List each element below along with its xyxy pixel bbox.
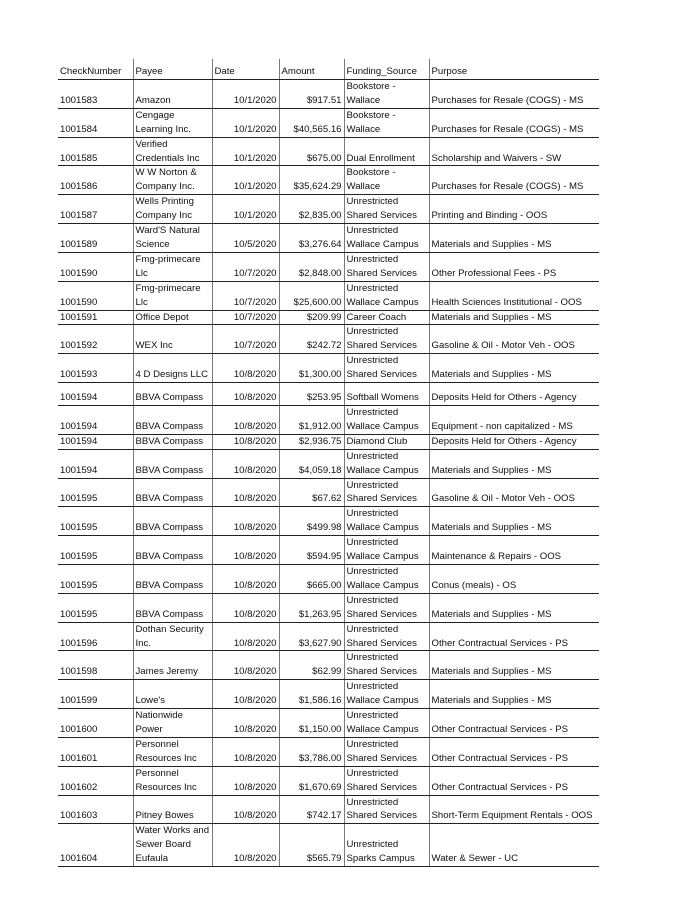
- cell-date: 10/5/2020: [212, 224, 279, 253]
- cell-amount: $665.00: [279, 565, 344, 594]
- cell-date: 10/7/2020: [212, 310, 279, 325]
- cell-funding-source: Diamond Club: [344, 434, 429, 449]
- cell-date: 10/1/2020: [212, 195, 279, 224]
- cell-purpose: Materials and Supplies - MS: [429, 680, 599, 709]
- cell-funding-source: Career Coach: [344, 310, 429, 325]
- cell-checknumber: 1001586: [58, 166, 133, 195]
- cell-purpose: Deposits Held for Others - Agency: [429, 434, 599, 449]
- table-row: [58, 593, 599, 622]
- cell-amount: $3,627.90: [279, 622, 344, 651]
- cell-payee: Fmg-primecare Llc: [133, 281, 212, 310]
- cell-purpose: Maintenance & Repairs - OOS: [429, 536, 599, 565]
- table-row: [58, 108, 599, 137]
- header-purpose: Purpose: [429, 59, 599, 80]
- cell-amount: $1,586.16: [279, 680, 344, 709]
- cell-payee: Lowe's: [133, 680, 212, 709]
- cell-date: 10/8/2020: [212, 406, 279, 435]
- cell-amount: $2,936.75: [279, 434, 344, 449]
- check-register-table: [58, 59, 599, 867]
- cell-checknumber: 1001594: [58, 434, 133, 449]
- cell-amount: $917.51: [279, 80, 344, 109]
- cell-checknumber: 1001596: [58, 622, 133, 651]
- cell-payee: Nationwide Power: [133, 709, 212, 738]
- cell-funding-source: Unrestricted Shared Services: [344, 593, 429, 622]
- cell-funding-source: Unrestricted Shared Services: [344, 766, 429, 795]
- table-row: [58, 651, 599, 680]
- cell-purpose: Gasoline & Oil - Motor Veh - OOS: [429, 478, 599, 507]
- cell-checknumber: 1001601: [58, 737, 133, 766]
- table-row: [58, 224, 599, 253]
- table-row: [58, 766, 599, 795]
- table-row: [58, 434, 599, 449]
- cell-checknumber: 1001594: [58, 406, 133, 435]
- table-row: [58, 478, 599, 507]
- cell-date: 10/8/2020: [212, 434, 279, 449]
- cell-checknumber: 1001584: [58, 108, 133, 137]
- cell-payee: Personnel Resources Inc: [133, 737, 212, 766]
- cell-purpose: Other Contractual Services - PS: [429, 766, 599, 795]
- cell-purpose: Other Contractual Services - PS: [429, 709, 599, 738]
- table-row: [58, 166, 599, 195]
- cell-amount: $62.99: [279, 651, 344, 680]
- cell-payee: Verified Credentials Inc: [133, 137, 212, 166]
- cell-funding-source: Unrestricted Wallace Campus: [344, 406, 429, 435]
- cell-purpose: Purchases for Resale (COGS) - MS: [429, 80, 599, 109]
- cell-funding-source: Unrestricted Shared Services: [344, 354, 429, 383]
- cell-purpose: Gasoline & Oil - Motor Veh - OOS: [429, 325, 599, 354]
- cell-date: 10/1/2020: [212, 80, 279, 109]
- cell-checknumber: 1001604: [58, 824, 133, 867]
- cell-date: 10/8/2020: [212, 737, 279, 766]
- cell-purpose: Materials and Supplies - MS: [429, 354, 599, 383]
- table-row: [58, 406, 599, 435]
- cell-amount: $1,912.00: [279, 406, 344, 435]
- table-row: [58, 709, 599, 738]
- cell-funding-source: Unrestricted Wallace Campus: [344, 680, 429, 709]
- cell-amount: $3,276.64: [279, 224, 344, 253]
- cell-amount: $742.17: [279, 795, 344, 824]
- cell-payee: BBVA Compass: [133, 449, 212, 478]
- table-row: [58, 310, 599, 325]
- cell-funding-source: Unrestricted Wallace Campus: [344, 565, 429, 594]
- cell-checknumber: 1001594: [58, 383, 133, 406]
- table-row: [58, 565, 599, 594]
- table-row: [58, 449, 599, 478]
- cell-funding-source: Unrestricted Wallace Campus: [344, 281, 429, 310]
- cell-payee: BBVA Compass: [133, 565, 212, 594]
- cell-payee: BBVA Compass: [133, 593, 212, 622]
- cell-funding-source: Unrestricted Shared Services: [344, 651, 429, 680]
- cell-payee: Water Works and Sewer Board Eufaula: [133, 824, 212, 867]
- cell-amount: $1,300.00: [279, 354, 344, 383]
- cell-amount: $1,670.69: [279, 766, 344, 795]
- cell-purpose: Materials and Supplies - MS: [429, 507, 599, 536]
- cell-purpose: Purchases for Resale (COGS) - MS: [429, 108, 599, 137]
- cell-purpose: Deposits Held for Others - Agency: [429, 383, 599, 406]
- cell-date: 10/8/2020: [212, 354, 279, 383]
- cell-purpose: Other Professional Fees - PS: [429, 252, 599, 281]
- cell-payee: Ward'S Natural Science: [133, 224, 212, 253]
- cell-funding-source: Bookstore - Wallace: [344, 108, 429, 137]
- cell-purpose: Materials and Supplies - MS: [429, 651, 599, 680]
- cell-funding-source: Unrestricted Wallace Campus: [344, 507, 429, 536]
- cell-purpose: Printing and Binding - OOS: [429, 195, 599, 224]
- cell-payee: BBVA Compass: [133, 507, 212, 536]
- cell-funding-source: Bookstore - Wallace: [344, 80, 429, 109]
- cell-purpose: Other Contractual Services - PS: [429, 622, 599, 651]
- table-row: [58, 325, 599, 354]
- cell-funding-source: Unrestricted Wallace Campus: [344, 224, 429, 253]
- table-row: [58, 737, 599, 766]
- cell-date: 10/8/2020: [212, 795, 279, 824]
- cell-checknumber: 1001592: [58, 325, 133, 354]
- cell-payee: James Jeremy: [133, 651, 212, 680]
- cell-checknumber: 1001602: [58, 766, 133, 795]
- cell-funding-source: Dual Enrollment: [344, 137, 429, 166]
- cell-date: 10/1/2020: [212, 166, 279, 195]
- cell-funding-source: Unrestricted Shared Services: [344, 737, 429, 766]
- cell-funding-source: Unrestricted Shared Services: [344, 478, 429, 507]
- cell-funding-source: Unrestricted Shared Services: [344, 325, 429, 354]
- cell-purpose: Materials and Supplies - MS: [429, 310, 599, 325]
- cell-amount: $253.95: [279, 383, 344, 406]
- cell-amount: $242.72: [279, 325, 344, 354]
- cell-date: 10/7/2020: [212, 325, 279, 354]
- cell-amount: $499.98: [279, 507, 344, 536]
- cell-amount: $209.99: [279, 310, 344, 325]
- cell-funding-source: Unrestricted Wallace Campus: [344, 536, 429, 565]
- cell-purpose: Equipment - non capitalized - MS: [429, 406, 599, 435]
- cell-payee: Wells Printing Company Inc: [133, 195, 212, 224]
- cell-funding-source: Unrestricted Shared Services: [344, 252, 429, 281]
- cell-payee: Dothan Security Inc.: [133, 622, 212, 651]
- table-row: [58, 795, 599, 824]
- cell-checknumber: 1001600: [58, 709, 133, 738]
- header-payee: Payee: [133, 59, 212, 80]
- cell-checknumber: 1001585: [58, 137, 133, 166]
- header-row: [58, 59, 599, 80]
- check-register-table-wrapper: [58, 59, 599, 867]
- table-row: [58, 80, 599, 109]
- cell-purpose: Water & Sewer - UC: [429, 824, 599, 867]
- cell-date: 10/8/2020: [212, 593, 279, 622]
- cell-payee: Personnel Resources Inc: [133, 766, 212, 795]
- cell-checknumber: 1001598: [58, 651, 133, 680]
- cell-payee: BBVA Compass: [133, 434, 212, 449]
- table-row: [58, 680, 599, 709]
- cell-payee: BBVA Compass: [133, 478, 212, 507]
- cell-amount: $40,565.16: [279, 108, 344, 137]
- cell-payee: Amazon: [133, 80, 212, 109]
- cell-funding-source: Softball Womens: [344, 383, 429, 406]
- cell-amount: $4,059.18: [279, 449, 344, 478]
- cell-date: 10/8/2020: [212, 622, 279, 651]
- cell-purpose: Scholarship and Waivers - SW: [429, 137, 599, 166]
- cell-amount: $1,150.00: [279, 709, 344, 738]
- cell-payee: WEX Inc: [133, 325, 212, 354]
- cell-date: 10/8/2020: [212, 766, 279, 795]
- cell-checknumber: 1001587: [58, 195, 133, 224]
- cell-amount: $1,263.95: [279, 593, 344, 622]
- cell-amount: $594.95: [279, 536, 344, 565]
- table-body: [58, 80, 599, 867]
- cell-funding-source: Unrestricted Shared Services: [344, 195, 429, 224]
- cell-date: 10/8/2020: [212, 383, 279, 406]
- cell-date: 10/8/2020: [212, 536, 279, 565]
- cell-funding-source: Unrestricted Wallace Campus: [344, 709, 429, 738]
- cell-checknumber: 1001591: [58, 310, 133, 325]
- cell-amount: $3,786.00: [279, 737, 344, 766]
- cell-date: 10/8/2020: [212, 680, 279, 709]
- cell-checknumber: 1001594: [58, 449, 133, 478]
- cell-amount: $675.00: [279, 137, 344, 166]
- cell-date: 10/8/2020: [212, 449, 279, 478]
- cell-purpose: Health Sciences Institutional - OOS: [429, 281, 599, 310]
- cell-date: 10/8/2020: [212, 507, 279, 536]
- cell-checknumber: 1001595: [58, 565, 133, 594]
- cell-checknumber: 1001590: [58, 252, 133, 281]
- cell-date: 10/8/2020: [212, 709, 279, 738]
- cell-funding-source: Unrestricted Shared Services: [344, 622, 429, 651]
- cell-amount: $25,600.00: [279, 281, 344, 310]
- cell-amount: $565.79: [279, 824, 344, 867]
- header-funding-source: Funding_Source: [344, 59, 429, 80]
- table-row: [58, 281, 599, 310]
- cell-amount: $67.62: [279, 478, 344, 507]
- table-row: [58, 536, 599, 565]
- table-row: [58, 383, 599, 406]
- cell-payee: 4 D Designs LLC: [133, 354, 212, 383]
- cell-funding-source: Unrestricted Sparks Campus: [344, 824, 429, 867]
- cell-checknumber: 1001593: [58, 354, 133, 383]
- cell-purpose: Other Contractual Services - PS: [429, 737, 599, 766]
- cell-date: 10/7/2020: [212, 252, 279, 281]
- cell-payee: W W Norton & Company Inc.: [133, 166, 212, 195]
- cell-date: 10/8/2020: [212, 478, 279, 507]
- cell-checknumber: 1001583: [58, 80, 133, 109]
- cell-checknumber: 1001595: [58, 593, 133, 622]
- cell-checknumber: 1001595: [58, 507, 133, 536]
- cell-purpose: Conus (meals) - OS: [429, 565, 599, 594]
- cell-purpose: Materials and Supplies - MS: [429, 593, 599, 622]
- table-row: [58, 354, 599, 383]
- cell-payee: Office Depot: [133, 310, 212, 325]
- cell-payee: Fmg-primecare Llc: [133, 252, 212, 281]
- cell-payee: BBVA Compass: [133, 383, 212, 406]
- table-row: [58, 507, 599, 536]
- cell-funding-source: Unrestricted Shared Services: [344, 795, 429, 824]
- cell-amount: $2,835.00: [279, 195, 344, 224]
- cell-payee: Cengage Learning Inc.: [133, 108, 212, 137]
- cell-funding-source: Unrestricted Wallace Campus: [344, 449, 429, 478]
- cell-checknumber: 1001589: [58, 224, 133, 253]
- cell-checknumber: 1001590: [58, 281, 133, 310]
- cell-checknumber: 1001603: [58, 795, 133, 824]
- cell-payee: BBVA Compass: [133, 536, 212, 565]
- table-row: [58, 622, 599, 651]
- cell-purpose: Materials and Supplies - MS: [429, 449, 599, 478]
- cell-funding-source: Bookstore - Wallace: [344, 166, 429, 195]
- cell-purpose: Purchases for Resale (COGS) - MS: [429, 166, 599, 195]
- header-date: Date: [212, 59, 279, 80]
- cell-amount: $2,848.00: [279, 252, 344, 281]
- cell-checknumber: 1001595: [58, 478, 133, 507]
- cell-amount: $35,624.29: [279, 166, 344, 195]
- cell-date: 10/1/2020: [212, 108, 279, 137]
- cell-checknumber: 1001599: [58, 680, 133, 709]
- table-row: [58, 137, 599, 166]
- cell-payee: Pitney Bowes: [133, 795, 212, 824]
- cell-date: 10/7/2020: [212, 281, 279, 310]
- cell-date: 10/8/2020: [212, 824, 279, 867]
- cell-date: 10/1/2020: [212, 137, 279, 166]
- cell-date: 10/8/2020: [212, 565, 279, 594]
- cell-checknumber: 1001595: [58, 536, 133, 565]
- cell-purpose: Short-Term Equipment Rentals - OOS: [429, 795, 599, 824]
- table-row: [58, 824, 599, 867]
- table-row: [58, 195, 599, 224]
- header-amount: Amount: [279, 59, 344, 80]
- cell-purpose: Materials and Supplies - MS: [429, 224, 599, 253]
- cell-date: 10/8/2020: [212, 651, 279, 680]
- header-checknumber: CheckNumber: [58, 59, 133, 80]
- table-row: [58, 252, 599, 281]
- cell-payee: BBVA Compass: [133, 406, 212, 435]
